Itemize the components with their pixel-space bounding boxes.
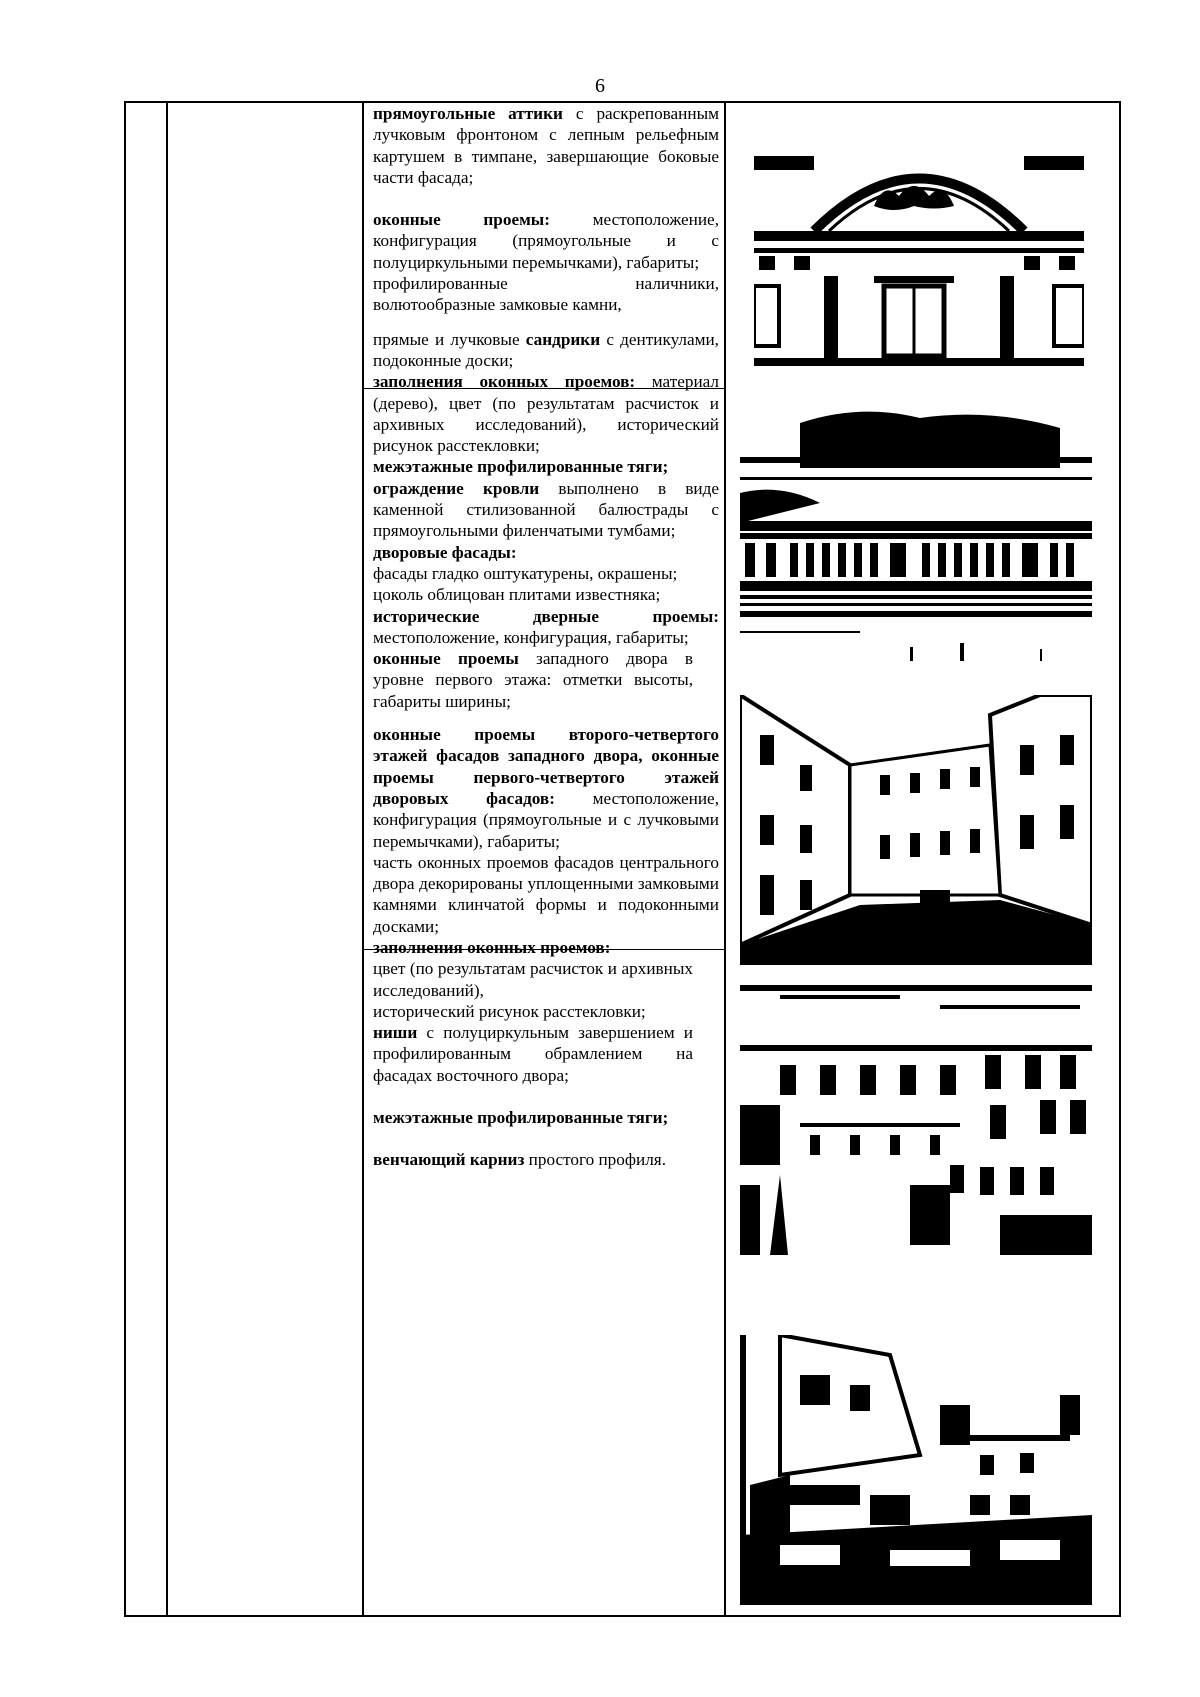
description-column — [373, 103, 719, 1171]
text-block-niches: ниши с полуциркульным завершением и профилированным обрамлением на фасадах восточного двора; — [373, 1023, 693, 1085]
text-block-roof-railing: ограждение кровли выполнено в виде каменной стилизованной балюстрады с прямоугольными филенчатыми тумбами; — [373, 478, 720, 541]
column-divider-3 — [724, 101, 726, 1617]
text-block-glazing: исторический рисунок расстекловки; — [373, 1001, 646, 1021]
text-block-fillings-2: заполнения оконных проемов: — [373, 937, 611, 957]
text-block-color: цвет (по результатам расчисток и архивных исследований), — [373, 959, 693, 1000]
column-divider-2 — [362, 101, 364, 1617]
text-block-door-openings: исторические дверные проемы: местоположение, конфигурация, габариты; — [373, 606, 719, 647]
photo-courtyard-west — [740, 695, 1092, 965]
text-block-courtyard-facades: дворовые фасады: — [373, 542, 517, 562]
photo-courtyard-east — [740, 1335, 1092, 1605]
text-block-window-openings: оконные проемы: местоположение, конфигурация (прямоугольные и с полуциркульными перемычками), габариты; — [373, 210, 719, 272]
photo-balustrade — [740, 393, 1092, 663]
text-block-window-fillings: заполнения оконных проемов: материал (дерево), цвет (по результатам расчисток и архивных исследований), исторический рисунок расстекловки; — [373, 372, 719, 456]
text-block-crowning-cornice: венчающий карниз простого профиля. — [373, 1150, 666, 1170]
photo-facade-pediment — [754, 136, 1084, 366]
text-block-cornice-rods: межэтажные профилированные тяги; — [373, 457, 669, 477]
page-number: 6 — [595, 75, 605, 97]
text-block-plastered: фасады гладко оштукатурены, окрашены; — [373, 563, 678, 583]
text-block-keystones: часть оконных проемов фасадов центрального двора декорированы уплощенными замковыми камнями клинчатой формы и подоконными досками; — [373, 852, 719, 936]
text-block-upper-windows: оконные проемы второго-четвертого этажей фасадов западного двора, оконные проемы первого-четвертого этажей дворовых фасадов: местоположение, конфигурация (прямоугольные и с лучковыми перемычками), габариты; — [373, 725, 719, 851]
text-block-rods-2: межэтажные профилированные тяги; — [373, 1108, 669, 1128]
column-divider-1 — [166, 101, 168, 1617]
photo-facade-windows — [740, 985, 1092, 1255]
text-block-sandriks: прямые и лучковые сандрики с дентикулами, подоконные доски; — [373, 329, 719, 370]
text-block-attics: прямоугольные аттики с раскрепованным лучковым фронтоном с лепным рельефным картушем в тимпане, завершающие боковые части фасада; — [373, 104, 719, 187]
text-block-plinth: цоколь облицован плитами известняка; — [373, 585, 661, 605]
text-block-west-court-windows: оконные проемы западного двора в уровне первого этажа: отметки высоты, габариты ширины; — [373, 649, 694, 711]
text-block-architraves: профилированные наличники, волютообразные замковые камни, — [373, 274, 719, 315]
